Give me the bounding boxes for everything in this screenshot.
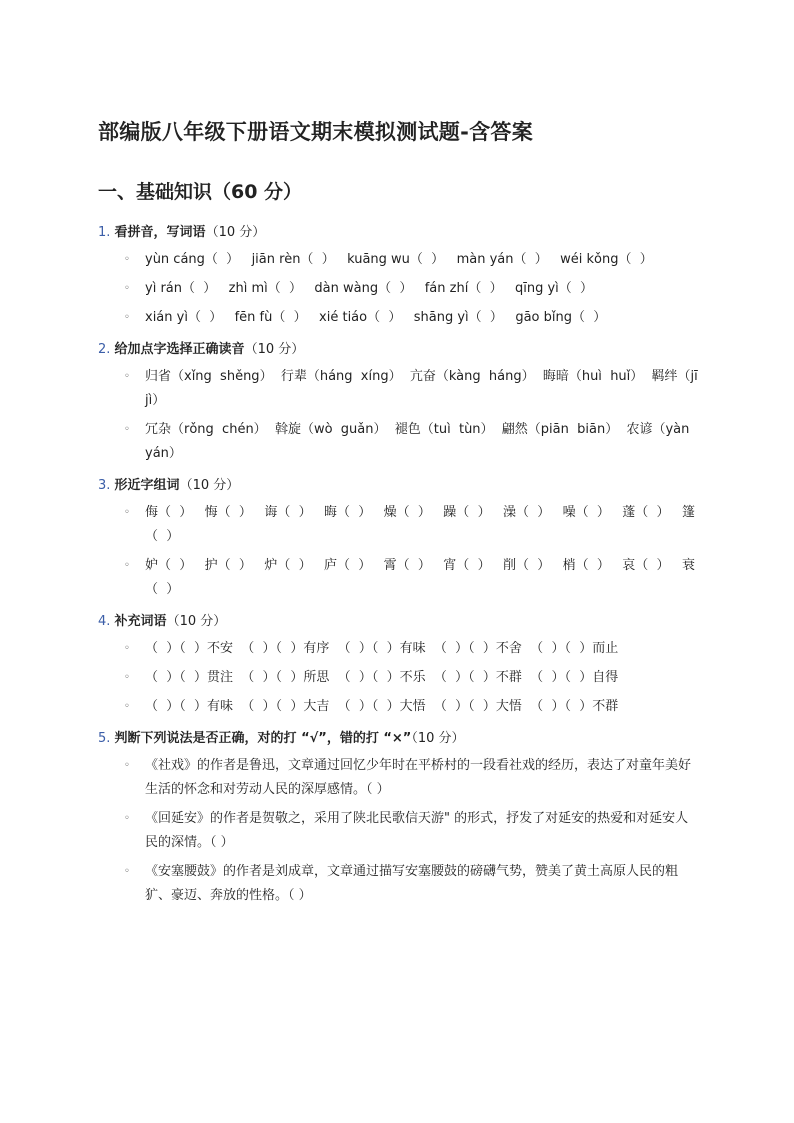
- bullet-circle-icon: ◦: [124, 672, 130, 683]
- bullet-circle-icon: ◦: [124, 312, 130, 323]
- question-title: 形近字组词: [114, 478, 180, 493]
- item-text: 《社戏》的作者是鲁迅，文章通过回忆少年时在平桥村的一段看社戏的经历，表达了对童年美好生活的怀念和对劳动人民的深厚感情。（ ）: [145, 758, 692, 797]
- list-item: [98, 248, 698, 272]
- list-item: [98, 501, 698, 549]
- list-item: [98, 365, 707, 413]
- list-item: [98, 860, 698, 908]
- list-item: [98, 306, 698, 330]
- question-number: 5.: [98, 731, 115, 746]
- list-item: [98, 418, 698, 466]
- item-text: yùn cáng（ ） jiān rèn（ ） kuāng wu（ ） màn yán（ ） wéi kǒng（ ）: [145, 252, 653, 267]
- list-item: [98, 695, 698, 719]
- question-items: [98, 248, 698, 330]
- bullet-circle-icon: ◦: [124, 283, 130, 294]
- bullet-circle-icon: ◦: [124, 760, 130, 771]
- bullet-circle-icon: ◦: [124, 371, 130, 382]
- question-2: [98, 337, 707, 466]
- question-title: 补充词语: [114, 614, 167, 629]
- bullet-circle-icon: ◦: [124, 866, 130, 877]
- question-heading: [98, 609, 698, 634]
- bullet-circle-icon: ◦: [124, 424, 130, 435]
- question-items: [98, 754, 698, 908]
- question-number: 4.: [98, 614, 115, 629]
- list-item: [98, 807, 698, 855]
- question-5: [98, 726, 698, 908]
- document-title: 部编版八年级下册语文期末模拟测试题-含答案: [98, 120, 534, 144]
- question-number: 2.: [98, 342, 115, 357]
- item-text: yì rán（ ） zhì mì（ ） dàn wàng（ ） fán zhí（ ） qīng yì（ ）: [145, 281, 594, 296]
- item-text: （ ）（ ）贯注 （ ）（ ）所思 （ ）（ ）不乐 （ ）（ ）不群 （ ）（ ）自得: [145, 670, 619, 685]
- question-heading: [98, 726, 698, 751]
- item-text: 侮（ ） 悔（ ） 诲（ ） 晦（ ） 燥（ ） 躁（ ） 澡（ ） 噪（ ） 蓬（ ） 篷（ ）: [145, 505, 695, 544]
- question-4: [98, 609, 698, 719]
- list-item: [98, 637, 698, 661]
- bullet-circle-icon: ◦: [124, 254, 130, 265]
- question-points: （10 分）: [244, 342, 305, 357]
- list-item: [98, 754, 698, 802]
- bullet-circle-icon: ◦: [124, 643, 130, 654]
- question-points: （10 分）: [411, 731, 465, 746]
- bullet-circle-icon: ◦: [124, 701, 130, 712]
- bullet-circle-icon: ◦: [124, 507, 130, 518]
- item-text: xián yì（ ） fēn fù（ ） xié tiáo（ ） shāng yì（ ） gāo bǐng（ ）: [145, 310, 607, 325]
- list-item: [98, 554, 698, 602]
- question-heading: [98, 337, 698, 362]
- question-points: （10 分）: [205, 225, 266, 240]
- question-number: 3.: [98, 478, 115, 493]
- question-items: [98, 501, 698, 602]
- question-heading: [98, 473, 698, 498]
- question-title: 给加点字选择正确读音: [114, 342, 245, 357]
- bullet-circle-icon: ◦: [124, 560, 130, 571]
- item-text: 《回延安》的作者是贺敬之，采用了陕北民歌信天游" 的形式，抒发了对延安的热爱和对延安人民的深情。（ ）: [145, 811, 689, 850]
- item-text: 《安塞腰鼓》的作者是刘成章，文章通过描写安塞腰鼓的磅礴气势，赞美了黄土高原人民的粗犷、豪迈、奔放的性格。（ ）: [145, 864, 679, 903]
- item-text: （ ）（ ）不安 （ ）（ ）有序 （ ）（ ）有味 （ ）（ ）不舍 （ ）（ ）而止: [145, 641, 619, 656]
- question-1: [98, 220, 698, 330]
- item-text: 归省（xǐng shěng） 行辈（háng xíng） 亢奋（kàng háng） 晦暗（huì huǐ） 羁绊（jī jì）: [145, 369, 707, 408]
- question-title: 看拼音，写词语: [114, 225, 206, 240]
- question-points: （10 分）: [166, 614, 227, 629]
- question-3: [98, 473, 698, 602]
- bullet-circle-icon: ◦: [124, 813, 130, 824]
- item-text: 妒（ ） 护（ ） 炉（ ） 庐（ ） 霄（ ） 宵（ ） 削（ ） 梢（ ） 哀（ ） 衰（ ）: [145, 558, 695, 597]
- item-text: 冗杂（rǒng chén） 斡旋（wò guǎn） 褪色（tuì tùn） 翩然（piān biān） 农谚（yàn yán）: [145, 422, 698, 461]
- question-items: [98, 637, 698, 719]
- question-list: [98, 220, 707, 915]
- section-heading: 一、基础知识（60 分）: [98, 181, 303, 203]
- list-item: [98, 277, 698, 301]
- question-items: [98, 365, 707, 466]
- item-text: （ ）（ ）有味 （ ）（ ）大吉 （ ）（ ）大悟 （ ）（ ）大悟 （ ）（ ）不群: [145, 699, 619, 714]
- list-item: [98, 666, 698, 690]
- question-number: 1.: [98, 225, 115, 240]
- question-title: 判断下列说法是否正确，对的打 “√”，错的打 “×”: [114, 731, 412, 746]
- question-points: （10 分）: [179, 478, 240, 493]
- question-heading: [98, 220, 698, 245]
